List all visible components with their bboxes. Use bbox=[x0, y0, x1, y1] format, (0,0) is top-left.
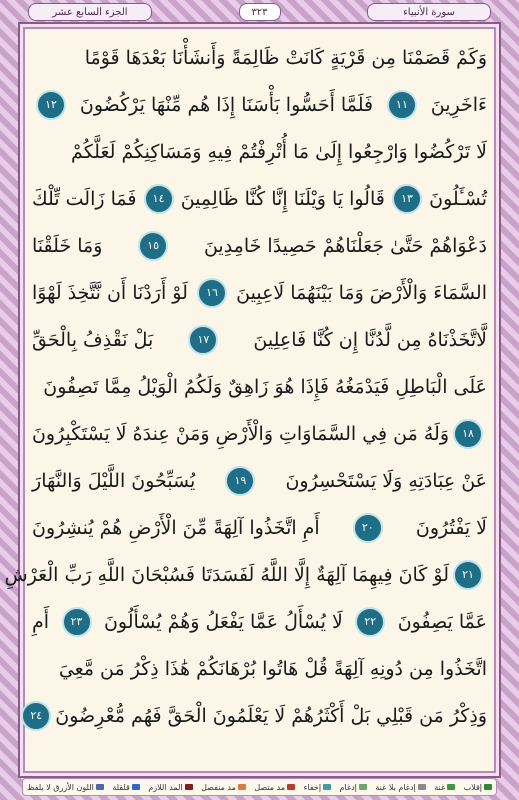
text-segment: لَا يَفْتُرُونَ bbox=[415, 516, 487, 539]
text-segment: اتَّخَذُوا مِن دُونِهِ آلِهَةً قُلْ هَاتُوا بُرْهَانَكُمْ هَٰذَا ذِكْرُ مَن مَّعِيَ bbox=[58, 657, 487, 680]
ayah-marker-icon: ١٧ bbox=[188, 325, 218, 355]
legend-label: اللون الأزرق لا يلفظ bbox=[27, 782, 94, 792]
text-segment: لَا تَرْكُضُوا وَارْجِعُوا إِلَىٰ مَا أُتْرِفْتُمْ فِيهِ وَمَسَاكِنِكُمْ لَعَلَّكُمْ bbox=[71, 140, 487, 163]
quran-text bbox=[4, 34, 487, 739]
ayah-marker-icon: ٢١ bbox=[453, 560, 483, 590]
legend-label: إقلاب bbox=[463, 782, 482, 792]
legend-swatch bbox=[418, 784, 426, 790]
text-segment: يُسَبِّحُونَ اللَّيْلَ وَالنَّهَارَ bbox=[32, 469, 196, 492]
text-segment: عَلَى الْبَاطِلِ فَيَدْمَغُهُ فَإِذَا هُوَ زَاهِقٌ وَلَكُمُ الْوَيْلُ مِمَّا تَصِفُونَ bbox=[43, 375, 487, 398]
legend-label: مد متصل bbox=[254, 782, 286, 792]
legend-label: قلقلة bbox=[112, 782, 130, 792]
text-segment: وَلَهُ مَن فِي السَّمَاوَاتِ وَالْأَرْضِ وَمَنْ عِندَهُ لَا يَسْتَكْبِرُونَ bbox=[31, 422, 449, 445]
text-segment: وَكَمْ قَصَمْنَا مِن قَرْيَةٍ كَانَتْ ظَالِمَةً وَأَنشَأْنَا بَعْدَهَا قَوْمًا bbox=[84, 46, 487, 69]
legend-label: إخفاء bbox=[303, 782, 322, 792]
text-segment: لَّاتَّخَذْنَاهُ مِن لَّدُنَّا إِن كُنَّا فَاعِلِينَ bbox=[253, 328, 487, 351]
text-line-15 bbox=[32, 692, 487, 739]
legend-item bbox=[27, 783, 104, 792]
text-segment: دَعْوَاهُمْ حَتَّىٰ جَعَلْنَاهُمْ حَصِيدًا خَامِدِينَ bbox=[203, 234, 487, 257]
text-line-6 bbox=[32, 269, 487, 316]
text-segment: السَّمَاءَ وَالْأَرْضَ وَمَا بَيْنَهُمَا لَاعِبِينَ bbox=[236, 281, 487, 304]
text-line-5 bbox=[32, 222, 487, 269]
text-segment: لَوْ أَرَدْنَا أَن نَّتَّخِذَ لَهْوًا bbox=[32, 281, 188, 304]
ayah-marker-icon: ١٨ bbox=[453, 419, 483, 449]
text-segment: أَمِ اتَّخَذُوا آلِهَةً مِّنَ الْأَرْضِ هُمْ يُنشِرُونَ bbox=[32, 516, 320, 539]
ayah-marker-icon: ٢٤ bbox=[21, 701, 51, 731]
text-line-8 bbox=[32, 363, 487, 410]
text-line-9 bbox=[32, 410, 487, 457]
text-segment: تُسْـَٔلُونَ bbox=[429, 187, 487, 210]
text-line-1 bbox=[32, 34, 487, 81]
ayah-marker-icon: ١٩ bbox=[225, 466, 255, 496]
legend-swatch bbox=[323, 784, 331, 790]
ayah-marker-icon: ١٣ bbox=[392, 184, 422, 214]
text-line-4 bbox=[32, 175, 487, 222]
text-segment: لَوْ كَانَ فِيهِمَا آلِهَةٌ إِلَّا اللَّهُ لَفَسَدَتَا فَسُبْحَانَ اللَّهِ رَبِّ الْعَرْشِ bbox=[4, 563, 449, 586]
juz-label: الجزء السابع عشر bbox=[28, 3, 152, 21]
ayah-marker-icon: ١٦ bbox=[197, 278, 227, 308]
ayah-marker-icon: ٢٠ bbox=[353, 513, 383, 543]
legend-item bbox=[148, 783, 192, 792]
page-header bbox=[18, 2, 501, 22]
legend-item bbox=[434, 783, 455, 792]
legend-swatch bbox=[238, 784, 246, 790]
legend-item bbox=[254, 783, 295, 792]
ayah-marker-icon: ١٤ bbox=[144, 184, 174, 214]
legend-item bbox=[375, 783, 425, 792]
text-segment: فَمَا زَالَت تِّلْكَ bbox=[32, 187, 137, 210]
legend-label: غنة bbox=[434, 782, 446, 792]
text-segment: عَنْ عِبَادَتِهِ وَلَا يَسْتَحْسِرُونَ bbox=[285, 469, 487, 492]
legend-swatch bbox=[447, 784, 455, 790]
legend-item bbox=[201, 783, 246, 792]
text-segment: عَمَّا يَصِفُونَ bbox=[397, 610, 487, 633]
legend-item bbox=[464, 783, 492, 792]
legend-label: المد اللازم bbox=[148, 782, 183, 792]
ayah-marker-icon: ٢٣ bbox=[62, 607, 92, 637]
surah-label: سورة الأنبياء bbox=[367, 3, 491, 21]
ayah-marker-icon: ١١ bbox=[387, 90, 417, 120]
text-line-7 bbox=[32, 316, 487, 363]
legend-swatch bbox=[96, 784, 104, 790]
text-segment: أَمِ bbox=[32, 610, 50, 633]
text-segment: لَا يُسْأَلُ عَمَّا يَفْعَلُ وَهُمْ يُسْأَلُونَ bbox=[103, 610, 343, 633]
ayah-marker-icon: ١٢ bbox=[36, 90, 66, 120]
legend-swatch bbox=[132, 784, 140, 790]
ayah-marker-icon: ١٥ bbox=[138, 231, 168, 261]
text-segment: فَلَمَّا أَحَسُّوا بَأْسَنَا إِذَا هُم مِّنْهَا يَرْكُضُونَ bbox=[79, 93, 374, 116]
legend-item bbox=[112, 783, 139, 792]
text-segment: وَمَا خَلَقْنَا bbox=[32, 234, 103, 257]
text-segment: بَلْ نَقْذِفُ بِالْحَقِّ bbox=[32, 328, 154, 351]
text-line-13 bbox=[32, 598, 487, 645]
text-segment: ءَاخَرِينَ bbox=[430, 93, 487, 116]
legend-swatch bbox=[484, 784, 492, 790]
text-line-10 bbox=[32, 457, 487, 504]
legend-label: مد منفصل bbox=[201, 782, 236, 792]
tajweed-legend bbox=[22, 778, 497, 796]
legend-swatch bbox=[359, 784, 367, 790]
legend-item bbox=[340, 783, 367, 792]
text-line-3 bbox=[32, 128, 487, 175]
text-line-12 bbox=[4, 551, 487, 598]
legend-label: إدغام بلا غنة bbox=[375, 782, 416, 792]
legend-swatch bbox=[287, 784, 295, 790]
text-segment: قَالُوا يَا وَيْلَنَا إِنَّا كُنَّا ظَالِمِينَ bbox=[180, 187, 385, 210]
legend-swatch bbox=[185, 784, 193, 790]
legend-label: إدغام bbox=[339, 782, 357, 792]
legend-item bbox=[304, 783, 331, 792]
text-line-2 bbox=[32, 81, 487, 128]
page-number: ٣٢٣ bbox=[239, 3, 281, 21]
ayah-marker-icon: ٢٢ bbox=[355, 607, 385, 637]
text-segment: وَذِكْرُ مَن قَبْلِي بَلْ أَكْثَرُهُمْ لَا يَعْلَمُونَ الْحَقَّ فَهُم مُّعْرِضُونَ bbox=[55, 704, 487, 727]
text-line-14 bbox=[32, 645, 487, 692]
text-line-11 bbox=[32, 504, 487, 551]
